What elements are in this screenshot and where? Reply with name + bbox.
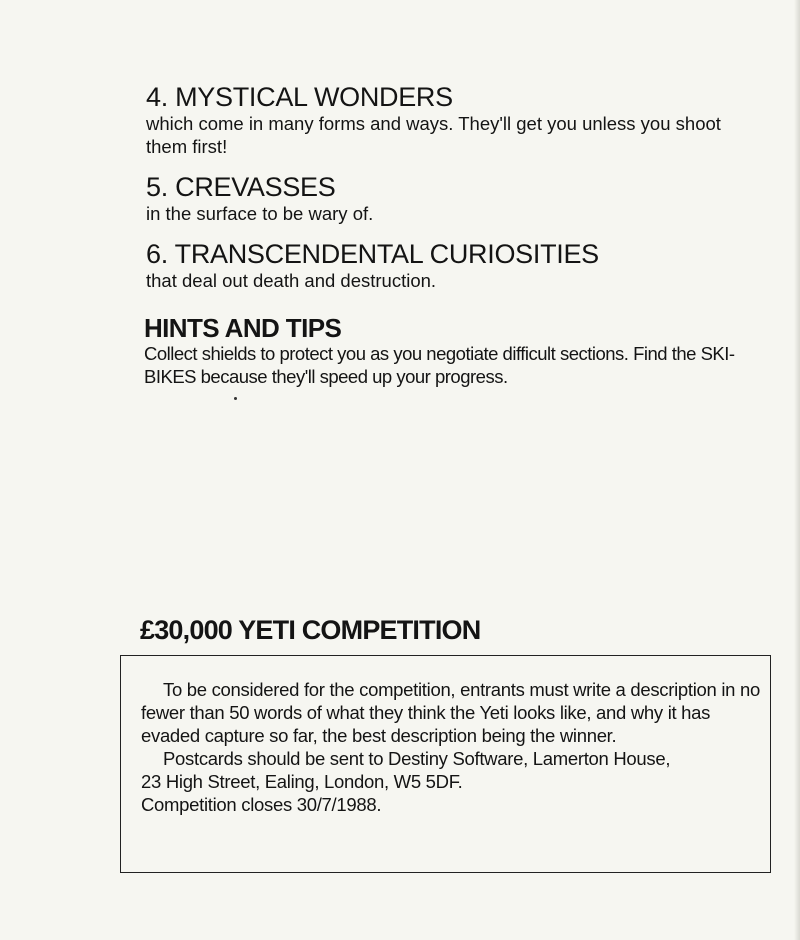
section-text: that deal out death and destruction.: [146, 270, 437, 291]
hints-title: HINTS AND TIPS: [144, 313, 342, 343]
section-title: 5. CREVASSES: [146, 172, 336, 202]
competition-address-line-1: Postcards should be sent to Destiny Software, Lamerton House,: [163, 748, 671, 769]
print-speck: [234, 397, 237, 400]
section-title: 4. MYSTICAL WONDERS: [146, 82, 453, 112]
competition-text: [141, 678, 761, 816]
section-transcendental-curiosities: [146, 239, 756, 292]
hints-text: Collect shields to protect you as you negotiate difficult sections. Find the SKI-BIKES because they'll speed up your progress.: [144, 343, 735, 387]
competition-address-line-2: 23 High Street, Ealing, London, W5 5DF.: [141, 771, 463, 792]
page-edge-shadow: [794, 0, 800, 940]
competition-box: [120, 655, 771, 873]
hints-and-tips: [144, 314, 764, 388]
competition-title: £30,000 YETI COMPETITION: [140, 615, 481, 645]
section-title: 6. TRANSCENDENTAL CURIOSITIES: [146, 239, 599, 269]
section-text: which come in many forms and ways. They'll get you unless you shoot them first!: [146, 113, 721, 157]
section-text: in the surface to be wary of.: [146, 203, 374, 224]
competition-paragraph: To be considered for the competition, entrants must write a description in no fewer than 50 words of what they think the Yeti looks like, and why it has evaded capture so far, the best description being the winner.: [141, 679, 760, 746]
section-mystical-wonders: [146, 82, 756, 158]
section-crevasses: [146, 172, 756, 225]
competition-closing: Competition closes 30/7/1988.: [141, 794, 382, 815]
